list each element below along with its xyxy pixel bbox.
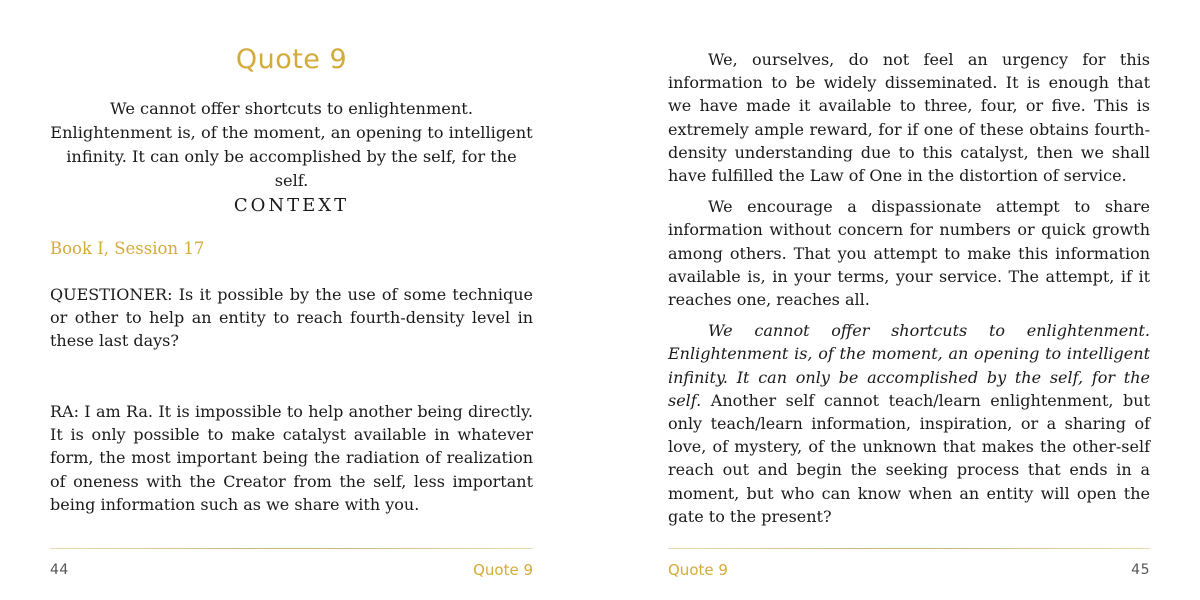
paragraph-2: We encourage a dispassionate attempt to share information without concern for numbers or quick growth among others. That you attempt to make this information available is, in your terms, your service. The attempt, if it reaches one, reaches all. [668, 197, 1150, 310]
footer-rule [668, 548, 1150, 549]
paragraph-3 [668, 319, 1150, 528]
italic-quote: We cannot offer shortcuts to enlightenment. Enlightenment is, of the moment, an opening to intelligent infinity. It can only be accomplished by the self, for the self. [668, 321, 1150, 410]
quote-text: We cannot offer shortcuts to enlightenment. Enlightenment is, of the moment, an opening to intelligent infinity. It can only be accomplished by the self, for the self. [50, 99, 533, 190]
left-page [50, 0, 533, 600]
footer-rule [50, 548, 533, 549]
page-number: 44 [50, 562, 69, 578]
paragraph-3-continuation: Another self cannot teach/learn enlightenment, but only teach/learn information, inspiration, or a sharing of love, of mystery, of the unknown that makes the other-self reach out and begin the seeking process that ends in a moment, but who can know when an entity will open the gate to the present? [668, 390, 1150, 526]
paragraph-1: We, ourselves, do not feel an urgency for this information to be widely disseminated. It is enough that we have made it available to three, four, or five. This is extremely ample reward, for if one of these obtains fourth-density understanding due to this catalyst, then we shall have fulfilled the Law of One in the distortion of service. [668, 50, 1150, 186]
body-text [668, 48, 1150, 528]
page-number: 45 [1131, 562, 1150, 578]
right-page [668, 0, 1150, 600]
footer-title: Quote 9 [473, 561, 533, 579]
footer-title: Quote 9 [668, 561, 728, 579]
questioner-paragraph: QUESTIONER: Is it possible by the use of some technique or other to help an entity to reach fourth-density level in these last days? [50, 285, 533, 351]
session-label: Book I, Session 17 [50, 239, 205, 258]
ra-paragraph: RA: I am Ra. It is impossible to help another being directly. It is only possible to make catalyst available in whatever form, the most important being the radiation of realization of oneness with the Creator from the self, less important being information such as we share with you. [50, 402, 533, 514]
quote-title: Quote 9 [235, 44, 348, 75]
context-heading: CONTEXT [233, 195, 350, 216]
